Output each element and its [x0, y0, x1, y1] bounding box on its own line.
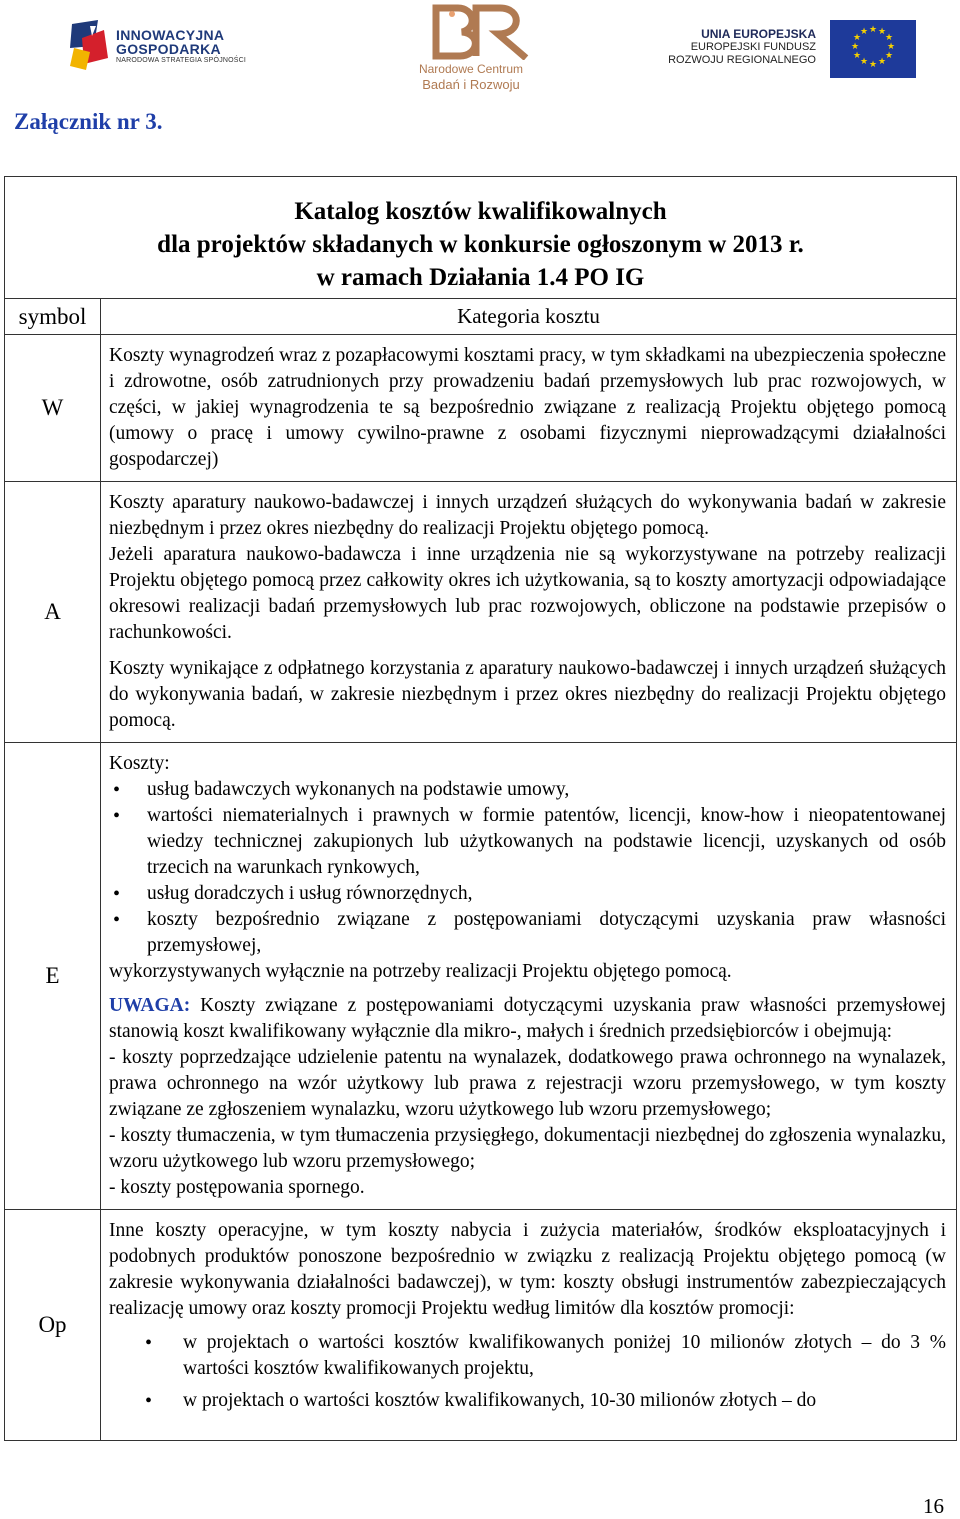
- ig-logo-line1: INNOWACYJNA: [116, 27, 225, 43]
- table-title-row: [5, 177, 957, 299]
- eu-flag-icon: [830, 20, 916, 78]
- table-row: [5, 1210, 957, 1441]
- svg-text:★: ★: [852, 51, 862, 61]
- table-title: [5, 177, 957, 299]
- svg-text:★: ★: [859, 57, 869, 67]
- svg-text:★: ★: [884, 33, 894, 43]
- eu-logo-line3: ROZWOJU REGIONALNEGO: [668, 54, 816, 66]
- row-a-paragraph: Koszty aparatury naukowo-badawczej i innych urządzeń służących do wykonywania badań w zakresie niezbędnym i przez okres niezbędny do realizacji Projektu objętego pomocą.: [109, 492, 946, 539]
- innowacyjna-gospodarka-logo: [68, 18, 258, 78]
- row-e-dash-item: - koszty poprzedzające udzielenie patentu na wynalazek, dodatkowego prawa ochronnego na wynalazek, prawa ochronnego na wzór użytkowy lub prawa z rejestracji wzoru przemysłowego, w tym koszty związane ze zgłoszeniem wynalazku, wzoru użytkowego lub wzoru przemysłowego;: [109, 1047, 946, 1120]
- ncbr-logo: [412, 4, 552, 96]
- list-item: • w projektach o wartości kosztów kwalifikowanych poniżej 10 milionów złotych – do 3 % wartości kosztów kwalifikowanych projektu,: [109, 1330, 946, 1382]
- eu-logo-line1: UNIA EUROPEJSKA: [701, 27, 816, 41]
- header-logos: [0, 0, 960, 100]
- row-e-bullet-list: [109, 777, 946, 959]
- ig-logo-icon: [68, 18, 112, 72]
- table-title-line3: w ramach Działania 1.4 PO IG: [316, 264, 645, 291]
- row-a-paragraph: Koszty wynikające z odpłatnego korzystania z aparatury naukowo-badawczej i innych urządzeń służących do wykonywania badań, w zakresie niezbędnym i przez okres niezbędny do realizacji Projektu objętego pomocą.: [109, 658, 946, 731]
- list-item: • wartości niematerialnych i prawnych w formie patentów, licencji, know-how i nieopatentowanej wiedzy technicznej zakupionych lub użytkowanych na podstawie licencji, uzyskanych od osób trzecich na warunkach rynkowych,: [109, 803, 946, 881]
- row-symbol-e: E: [5, 743, 101, 1210]
- svg-text:★: ★: [868, 25, 878, 35]
- table-row: [5, 743, 957, 1210]
- uwaga-label: UWAGA:: [109, 995, 191, 1016]
- row-description-op: [101, 1210, 957, 1441]
- ncbr-logo-line2: Badań i Rozwoju: [422, 77, 520, 92]
- svg-text:★: ★: [859, 27, 869, 37]
- list-item: • koszty bezpośrednio związane z postępowaniami dotyczącymi uzyskania praw własności przemysłowej,: [109, 907, 946, 959]
- svg-text:★: ★: [884, 51, 894, 61]
- svg-text:★: ★: [886, 42, 896, 52]
- header-symbol: symbol: [5, 299, 101, 335]
- row-op-bullet-list: [109, 1330, 946, 1414]
- table-row: [5, 482, 957, 743]
- row-symbol-w: W: [5, 335, 101, 482]
- ig-logo-line2: GOSPODARKA: [116, 41, 221, 57]
- ncbr-br-monogram-icon: [426, 4, 542, 60]
- svg-text:★: ★: [850, 42, 860, 52]
- row-w-text: Koszty wynagrodzeń wraz z pozapłacowymi kosztami pracy, w tym składkami na ubezpieczenia społeczne i zdrowotne, osób zatrudnionych przy prowadzeniu badań przemysłowych lub prac rozwojowych, w części, w jakiej wynagrodzenia te są bezpośrednio związane z realizacją Projektu objętego pomocą (umowy o pracę i umowy cywilno-prawne z osobami fizycznymi nieprowadzącymi działalności gospodarczej): [109, 345, 946, 470]
- list-item: • usług badawczych wykonanych na podstawie umowy,: [109, 777, 946, 803]
- table-title-line2: dla projektów składanych w konkursie ogłoszonym w 2013 r.: [157, 231, 804, 258]
- row-e-dash-item: - koszty postępowania spornego.: [109, 1177, 365, 1198]
- row-symbol-a: A: [5, 482, 101, 743]
- eu-fund-logo: [668, 20, 916, 80]
- row-e-intro: Koszty:: [109, 753, 170, 774]
- cost-catalog-table: [4, 176, 957, 1441]
- table-row: [5, 335, 957, 482]
- table-header-row: [5, 299, 957, 335]
- row-description-w: [101, 335, 957, 482]
- ncbr-logo-line1: Narodowe Centrum: [418, 62, 524, 76]
- row-e-after-list: wykorzystywanych wyłącznie na potrzeby realizacji Projektu objętego pomocą.: [109, 961, 732, 982]
- table-title-line1: Katalog kosztów kwalifikowalnych: [294, 198, 667, 225]
- list-item: • w projektach o wartości kosztów kwalifikowanych, 10-30 milionów złotych – do: [109, 1388, 946, 1414]
- row-symbol-op: Op: [5, 1210, 101, 1441]
- svg-text:★: ★: [868, 60, 878, 70]
- row-description-a: [101, 482, 957, 743]
- ig-logo-line3: NARODOWA STRATEGIA SPÓJNOŚCI: [116, 57, 247, 64]
- svg-text:★: ★: [852, 33, 862, 43]
- uwaga-text: Koszty związane z postępowaniami dotyczącymi uzyskania praw własności przemysłowej stanowią koszt kwalifikowany wyłącznie dla mikro-, małych i średnich przedsiębiorców i obejmują:: [109, 995, 946, 1042]
- page-number: 16: [923, 1494, 944, 1518]
- eu-logo-line2: EUROPEJSKI FUNDUSZ: [690, 41, 816, 53]
- row-op-text: Inne koszty operacyjne, w tym koszty nabycia i zużycia materiałów, środków eksploatacyjnych i podobnych produktów ponoszone bezpośrednio w związku z realizacją Projektu objętego pomocą (w zakresie wykonywania działalności badawczej), w tym: koszty obsługi instrumentów zabezpieczających realizację umowy oraz koszty promocji Projektu według limitów dla kosztów promocji:: [109, 1220, 946, 1319]
- list-item: • usług doradczych i usług równorzędnych,: [109, 881, 946, 907]
- row-a-paragraph: Jeżeli aparatura naukowo-badawcza i inne urządzenia nie są wykorzystywane na potrzeby realizacji Projektu objętego pomocą przez całkowity okres ich użytkowania, są to koszty amortyzacji odpowiadające okresowi realizacji badań przemysłowych lub prac rozwojowych, obliczone na podstawie przepisów o rachunkowości.: [109, 544, 946, 643]
- svg-text:★: ★: [877, 27, 887, 37]
- svg-text:★: ★: [877, 57, 887, 67]
- row-description-e: [101, 743, 957, 1210]
- annex-title: Załącznik nr 3.: [14, 109, 163, 134]
- row-e-dash-item: - koszty tłumaczenia, w tym tłumaczenia przysięgłego, dokumentacji niezbędnej do zgłoszenia wynalazku, wzoru użytkowego lub wzoru przemysłowego;: [109, 1125, 946, 1172]
- header-category: Kategoria kosztu: [101, 299, 957, 335]
- row-e-uwaga: [109, 993, 946, 1045]
